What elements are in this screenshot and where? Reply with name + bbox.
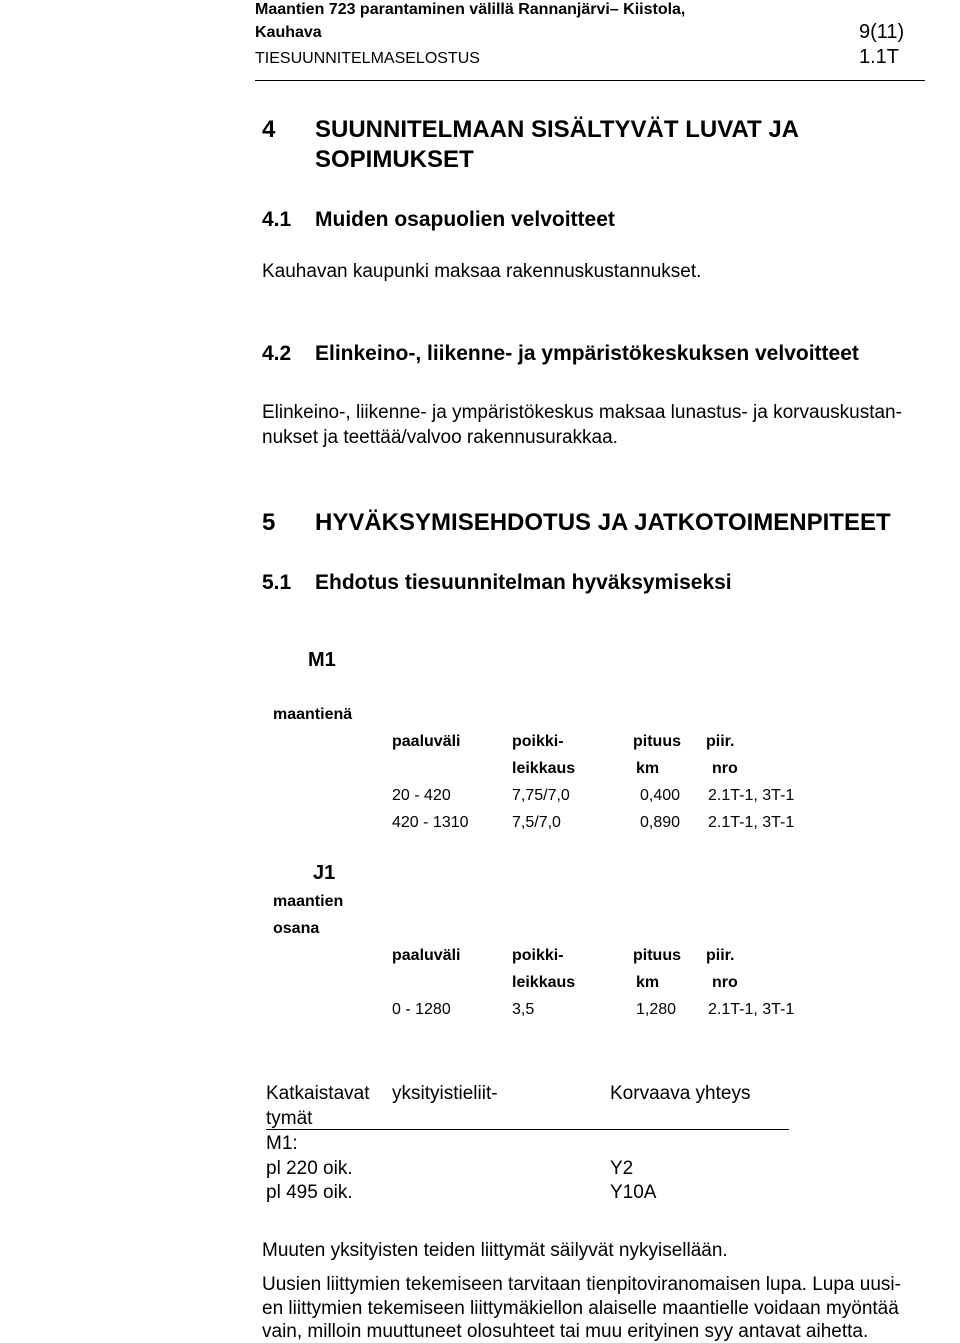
closing-paragraph-1: Muuten yksityisten teiden liittymät säilyvät nykyisellään. xyxy=(262,1240,728,1261)
section4-2-number: 4.2 xyxy=(262,342,292,365)
m1-header-stationing: paaluväli xyxy=(392,733,461,750)
m1-row2-cross-section: 7,5/7,0 xyxy=(512,814,561,831)
j1-row1-drawing: 2.1T-1, 3T-1 xyxy=(708,1001,795,1018)
header-doc-number: 1.1T xyxy=(859,46,900,68)
closures-header-col3: Korvaava yhteys xyxy=(610,1083,751,1104)
section4-title-line2: SOPIMUKSET xyxy=(315,146,474,173)
j1-header-length: pituus xyxy=(633,947,681,964)
section5-number: 5 xyxy=(262,509,276,536)
j1-header2-cross-section: leikkaus xyxy=(512,974,576,991)
m1-row2-drawing: 2.1T-1, 3T-1 xyxy=(708,814,795,831)
closures-header-col1-line1: Katkaistavat xyxy=(266,1083,370,1104)
section4-2-text-line2: nukset ja teettää/valvoo rakennusurakkaa. xyxy=(262,427,618,448)
closures-row1-replacement: Y2 xyxy=(610,1158,634,1179)
section4-1-number: 4.1 xyxy=(262,208,292,231)
j1-sublabel2: osana xyxy=(273,920,320,937)
header-page-number: 9(11) xyxy=(859,21,905,43)
closures-group-label: M1: xyxy=(266,1133,298,1154)
m1-row1-stationing: 20 - 420 xyxy=(392,787,451,804)
header-title-line1: Maantien 723 parantaminen välillä Rannanjärvi– Kiistola, xyxy=(255,1,686,18)
section5-title: HYVÄKSYMISEHDOTUS JA JATKOTOIMENPITEET xyxy=(315,509,891,536)
j1-header2-drawing: nro xyxy=(712,974,738,991)
m1-sublabel: maantienä xyxy=(273,706,353,723)
m1-row2-stationing: 420 - 1310 xyxy=(392,814,469,831)
closing-paragraph-2-line2: en liittymien tekemiseen liittymäkiellon alaiselle maantielle voidaan myöntää xyxy=(262,1298,899,1319)
section4-1-title: Muiden osapuolien velvoitteet xyxy=(315,208,615,231)
closing-paragraph-2-line1: Uusien liittymien tekemiseen tarvitaan tienpitoviranomaisen lupa. Lupa uusi- xyxy=(262,1274,901,1295)
j1-row1-stationing: 0 - 1280 xyxy=(392,1001,451,1018)
section4-2-text-line1: Elinkeino-, liikenne- ja ympäristökeskus maksaa lunastus- ja korvauskustan- xyxy=(262,402,902,423)
m1-row1-drawing: 2.1T-1, 3T-1 xyxy=(708,787,795,804)
m1-header-cross-section: poikki- xyxy=(512,733,564,750)
m1-label: M1 xyxy=(308,649,336,671)
j1-label: J1 xyxy=(313,862,336,884)
section4-1-text: Kauhavan kaupunki maksaa rakennuskustannukset. xyxy=(262,261,702,282)
j1-row1-length: 1,280 xyxy=(636,1001,677,1018)
m1-header-drawing: piir. xyxy=(706,733,735,750)
closures-row2-replacement: Y10A xyxy=(610,1182,657,1203)
header-doc-type: TIESUUNNITELMASELOSTUS xyxy=(255,50,480,67)
closures-row1-location: pl 220 oik. xyxy=(266,1158,353,1179)
closures-header-col2: yksityistieliit- xyxy=(392,1083,498,1104)
section5-1-number: 5.1 xyxy=(262,571,292,594)
closures-header-rule xyxy=(266,1129,789,1130)
closing-paragraph-2-line3: vain, milloin muuttuneet olosuhteet tai muu erityinen syy antavat aihetta. xyxy=(262,1321,869,1342)
m1-row1-length: 0,400 xyxy=(640,787,681,804)
j1-header-cross-section: poikki- xyxy=(512,947,564,964)
closures-row2-location: pl 495 oik. xyxy=(266,1182,353,1203)
section4-title-line1: SUUNNITELMAAN SISÄLTYVÄT LUVAT JA xyxy=(315,116,799,143)
j1-row1-cross-section: 3,5 xyxy=(512,1001,535,1018)
header-rule xyxy=(255,80,925,81)
j1-header-drawing: piir. xyxy=(706,947,735,964)
m1-row1-cross-section: 7,75/7,0 xyxy=(512,787,570,804)
j1-header2-length: km xyxy=(636,974,660,991)
j1-header-stationing: paaluväli xyxy=(392,947,461,964)
header-title-line2: Kauhava xyxy=(255,24,322,41)
section4-number: 4 xyxy=(262,116,276,143)
j1-sublabel1: maantien xyxy=(273,893,344,910)
m1-header2-length: km xyxy=(636,760,660,777)
closures-header-col1-line2: tymät xyxy=(266,1108,313,1129)
m1-header2-drawing: nro xyxy=(712,760,738,777)
m1-header-length: pituus xyxy=(633,733,681,750)
section4-2-title: Elinkeino-, liikenne- ja ympäristökeskuksen velvoitteet xyxy=(315,342,859,365)
m1-row2-length: 0,890 xyxy=(640,814,681,831)
section5-1-title: Ehdotus tiesuunnitelman hyväksymiseksi xyxy=(315,571,732,594)
m1-header2-cross-section: leikkaus xyxy=(512,760,576,777)
